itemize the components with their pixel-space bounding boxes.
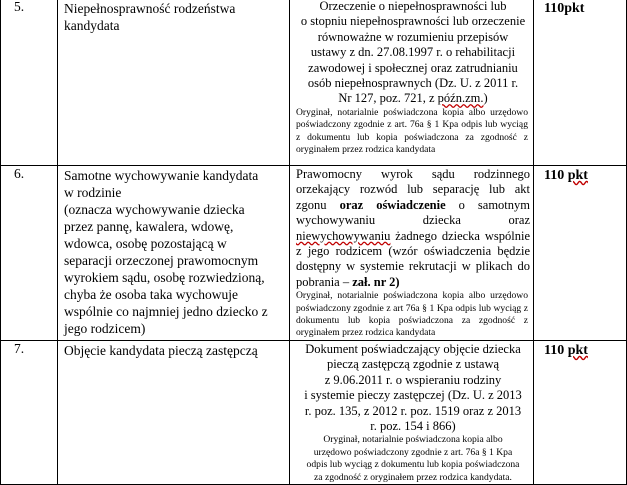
row-number: 5. — [1, 0, 58, 166]
table-row — [1, 340, 627, 484]
document-description: Orzeczenie o niepełnosprawności lub o stopniu niepełnosprawności lub orzeczenie równoważne w rozumieniu przepisów ustawy z dn. 27.08.1997 r. o rehabilitacji zawodowej i społecznej oraz zatrudnianiu osób niepełnosprawnych (Dz. U. z 2011 r. Nr 127, poz. 721, z późn.zm.) — [300, 0, 526, 106]
document-note: Oryginał, notarialnie poświadczona kopia albo urzędowo poświadczony zgodnie z art. 76a § 1 Kpa odpis lub wyciąg z dokumentu lub kopia poświadczona za zgodność z oryginałem przez rodzica kandydata. — [306, 434, 520, 483]
criterion-cell: Niepełnosprawność rodzeństwa kandydata — [58, 0, 290, 166]
criterion-cell: Objęcie kandydata pieczą zastępczą — [58, 340, 290, 484]
table-row — [1, 0, 627, 166]
document-description: Dokument poświadczający objęcie dziecka pieczą zastępczą zgodnie z ustawą z 9.06.2011 r. o wspieraniu rodziny i systemie pieczy zastępczej (Dz. U. z 2013 r. poz. 135, z 2012 r. poz. 1519 oraz z 2013 r. poz. 154 i 866) — [304, 341, 522, 433]
document-description: Prawomocny wyrok sądu rodzinnego orzekający rozwód lub separację lub akt zgonu oraz oświadczenie o samotnym wychowywaniu dziecka oraz niewychowywaniu żadnego dziecka wspólnie z jego rodzicem (wzór oświadczenia będzie dostępny w systemie rekrutacji w plikach do pobrania – zał. nr 2) — [296, 167, 530, 289]
points-cell: 110 pkt — [534, 166, 627, 341]
points-cell: 110pkt — [534, 0, 627, 166]
row-number: 6. — [1, 166, 58, 341]
document-cell — [290, 340, 534, 484]
document-cell — [290, 166, 534, 341]
document-note: Oryginał, notarialnie poświadczona kopia albo urzędowo poświadczony zgodnie z art. 76a § 1 Kpa odpis lub wyciąg z dokumentu lub kopia poświadczona za zgodność z oryginałem przez rodzica kandydata — [296, 106, 528, 156]
points-cell: 110 pkt — [534, 340, 627, 484]
row-number: 7. — [1, 340, 58, 484]
criterion-cell: Samotne wychowywanie kandydata w rodzinie (oznacza wychowywanie dziecka przez pannę, kawalera, wdowę, wdowca, osobę pozostającą w separacji orzeczonej prawomocnym wyrokiem sądu, osobę rozwiedzioną, chyba że osoba taka wychowuje wspólnie co najmniej jedno dziecko z jego rodzicem) — [58, 166, 290, 341]
document-cell — [290, 0, 534, 166]
table-row — [1, 166, 627, 341]
document-note: Oryginał, notarialnie poświadczona kopia albo urzędowo poświadczony zgodnie z art 76a § 1 Kpa odpis lub wyciąg z dokumentu lub kopia poświadczona za zgodność z oryginałem przez rodzica kandydata — [296, 290, 528, 339]
